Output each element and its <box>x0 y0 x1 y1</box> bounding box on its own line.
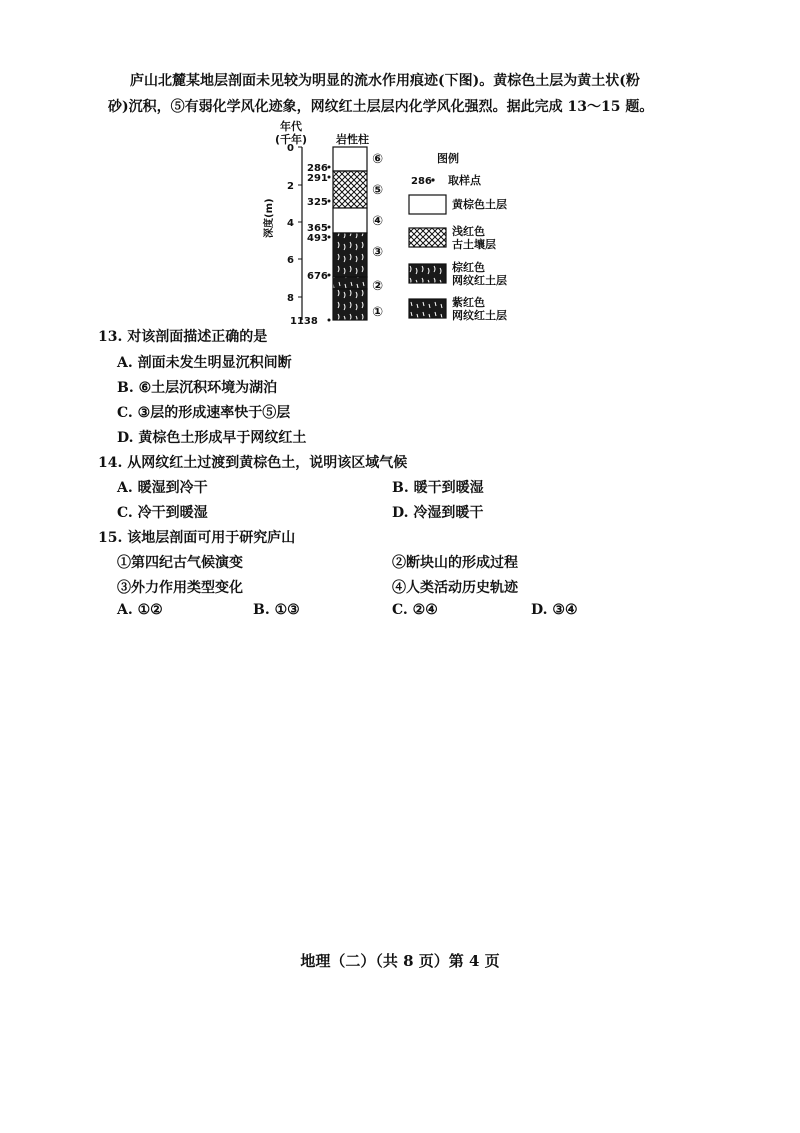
legend <box>409 151 507 322</box>
layer-6 <box>333 147 367 171</box>
age-291: 291 <box>307 173 328 184</box>
q15-statement-1: ①第四纪古气候演变 <box>117 555 243 571</box>
question-14-stem: 14. 从网纹红土过渡到黄棕色土，说明该区域气候 <box>98 455 408 471</box>
depth-tick-4: 4 <box>287 218 294 229</box>
legend-swatch-blank <box>409 195 446 214</box>
q13-option-a[interactable]: A. 剖面未发生明显沉积间断 <box>117 355 292 371</box>
legend-label-3b: 网纹红土层 <box>452 274 507 287</box>
depth-axis-label: 深度(m) <box>264 198 275 238</box>
intro-line-1: 庐山北麓某地层剖面未见较为明显的流水作用痕迹(下图)。黄棕色土层为黄土状(粉 <box>130 73 640 89</box>
age-286: 286 <box>307 163 328 174</box>
q14-option-b[interactable]: B. 暖干到暖湿 <box>392 480 484 496</box>
layer-numbers <box>372 152 383 320</box>
depth-ticks <box>287 143 302 304</box>
depth-tick-6: 6 <box>287 255 294 266</box>
layer-4 <box>333 208 367 233</box>
layer-number-4: ④ <box>372 214 384 229</box>
legend-swatch-vein <box>409 264 446 283</box>
layer-number-6: ⑥ <box>372 152 384 167</box>
q13-option-b[interactable]: B. ⑥土层沉积环境为湖泊 <box>117 380 278 396</box>
age-365: 365 <box>307 223 328 234</box>
age-325: 325 <box>307 197 328 208</box>
legend-sample-dot <box>431 178 434 181</box>
layer-number-5: ⑤ <box>372 183 384 198</box>
q15-statement-2: ②断块山的形成过程 <box>392 555 518 571</box>
stratigraphic-figure <box>0 0 800 340</box>
age-676: 676 <box>307 271 328 282</box>
question-15-stem: 15. 该地层剖面可用于研究庐山 <box>98 530 296 546</box>
legend-label-4b: 网纹红土层 <box>452 309 507 322</box>
q13-option-d[interactable]: D. 黄棕色土形成早于网纹红土 <box>117 430 307 446</box>
layer-1 <box>333 289 367 320</box>
layer-3 <box>333 233 367 277</box>
age-1138: 1138 <box>290 316 318 327</box>
q14-option-c[interactable]: C. 冷干到暖湿 <box>117 505 208 521</box>
layer-2 <box>333 277 367 289</box>
depth-tick-2: 2 <box>287 181 294 192</box>
q15-statement-3: ③外力作用类型变化 <box>117 580 243 596</box>
layer-number-2: ② <box>372 279 384 294</box>
q15-statement-4: ④人类活动历史轨迹 <box>392 580 518 596</box>
age-axis-unit: (千年) <box>275 133 308 146</box>
q14-option-a[interactable]: A. 暖湿到冷干 <box>117 480 208 496</box>
q13-option-c[interactable]: C. ③层的形成速率快于⑤层 <box>117 405 291 421</box>
age-axis-title: 年代 <box>280 120 302 133</box>
legend-sample-value: 286 <box>411 176 432 187</box>
question-13-stem: 13. 对该剖面描述正确的是 <box>98 329 268 345</box>
intro-line-2: 砂)沉积，⑤有弱化学风化迹象，网纹红土层层内化学风化强烈。据此完成 13～15 题。 <box>108 99 654 115</box>
legend-label-2b: 古土壤层 <box>452 238 496 251</box>
q15-option-c[interactable]: C. ②④ <box>392 602 438 618</box>
depth-tick-0: 0 <box>287 143 294 154</box>
age-493: 493 <box>307 233 328 244</box>
q15-option-a[interactable]: A. ①② <box>117 602 163 618</box>
q15-option-d[interactable]: D. ③④ <box>531 602 578 618</box>
legend-label-1: 黄棕色土层 <box>452 198 507 211</box>
age-labels <box>290 163 331 327</box>
legend-label-4a: 紫红色 <box>452 296 485 309</box>
layer-number-3: ③ <box>372 245 384 260</box>
legend-title: 图例 <box>437 152 459 165</box>
page-footer: 地理（二）（共 8 页）第 4 页 <box>300 952 500 970</box>
q15-option-b[interactable]: B. ①③ <box>253 602 300 618</box>
depth-tick-8: 8 <box>287 293 294 304</box>
legend-label-2a: 浅红色 <box>452 225 485 238</box>
legend-swatch-crosshatch <box>409 228 446 247</box>
legend-sample-label: 取样点 <box>448 174 481 187</box>
layer-number-1: ① <box>372 305 384 320</box>
q14-option-d[interactable]: D. 冷湿到暖干 <box>392 505 484 521</box>
legend-label-3a: 棕红色 <box>452 261 485 274</box>
column-title: 岩性柱 <box>336 133 369 146</box>
legend-swatch-dash <box>409 299 446 318</box>
layer-5 <box>333 171 367 208</box>
lithology-column <box>333 147 367 320</box>
